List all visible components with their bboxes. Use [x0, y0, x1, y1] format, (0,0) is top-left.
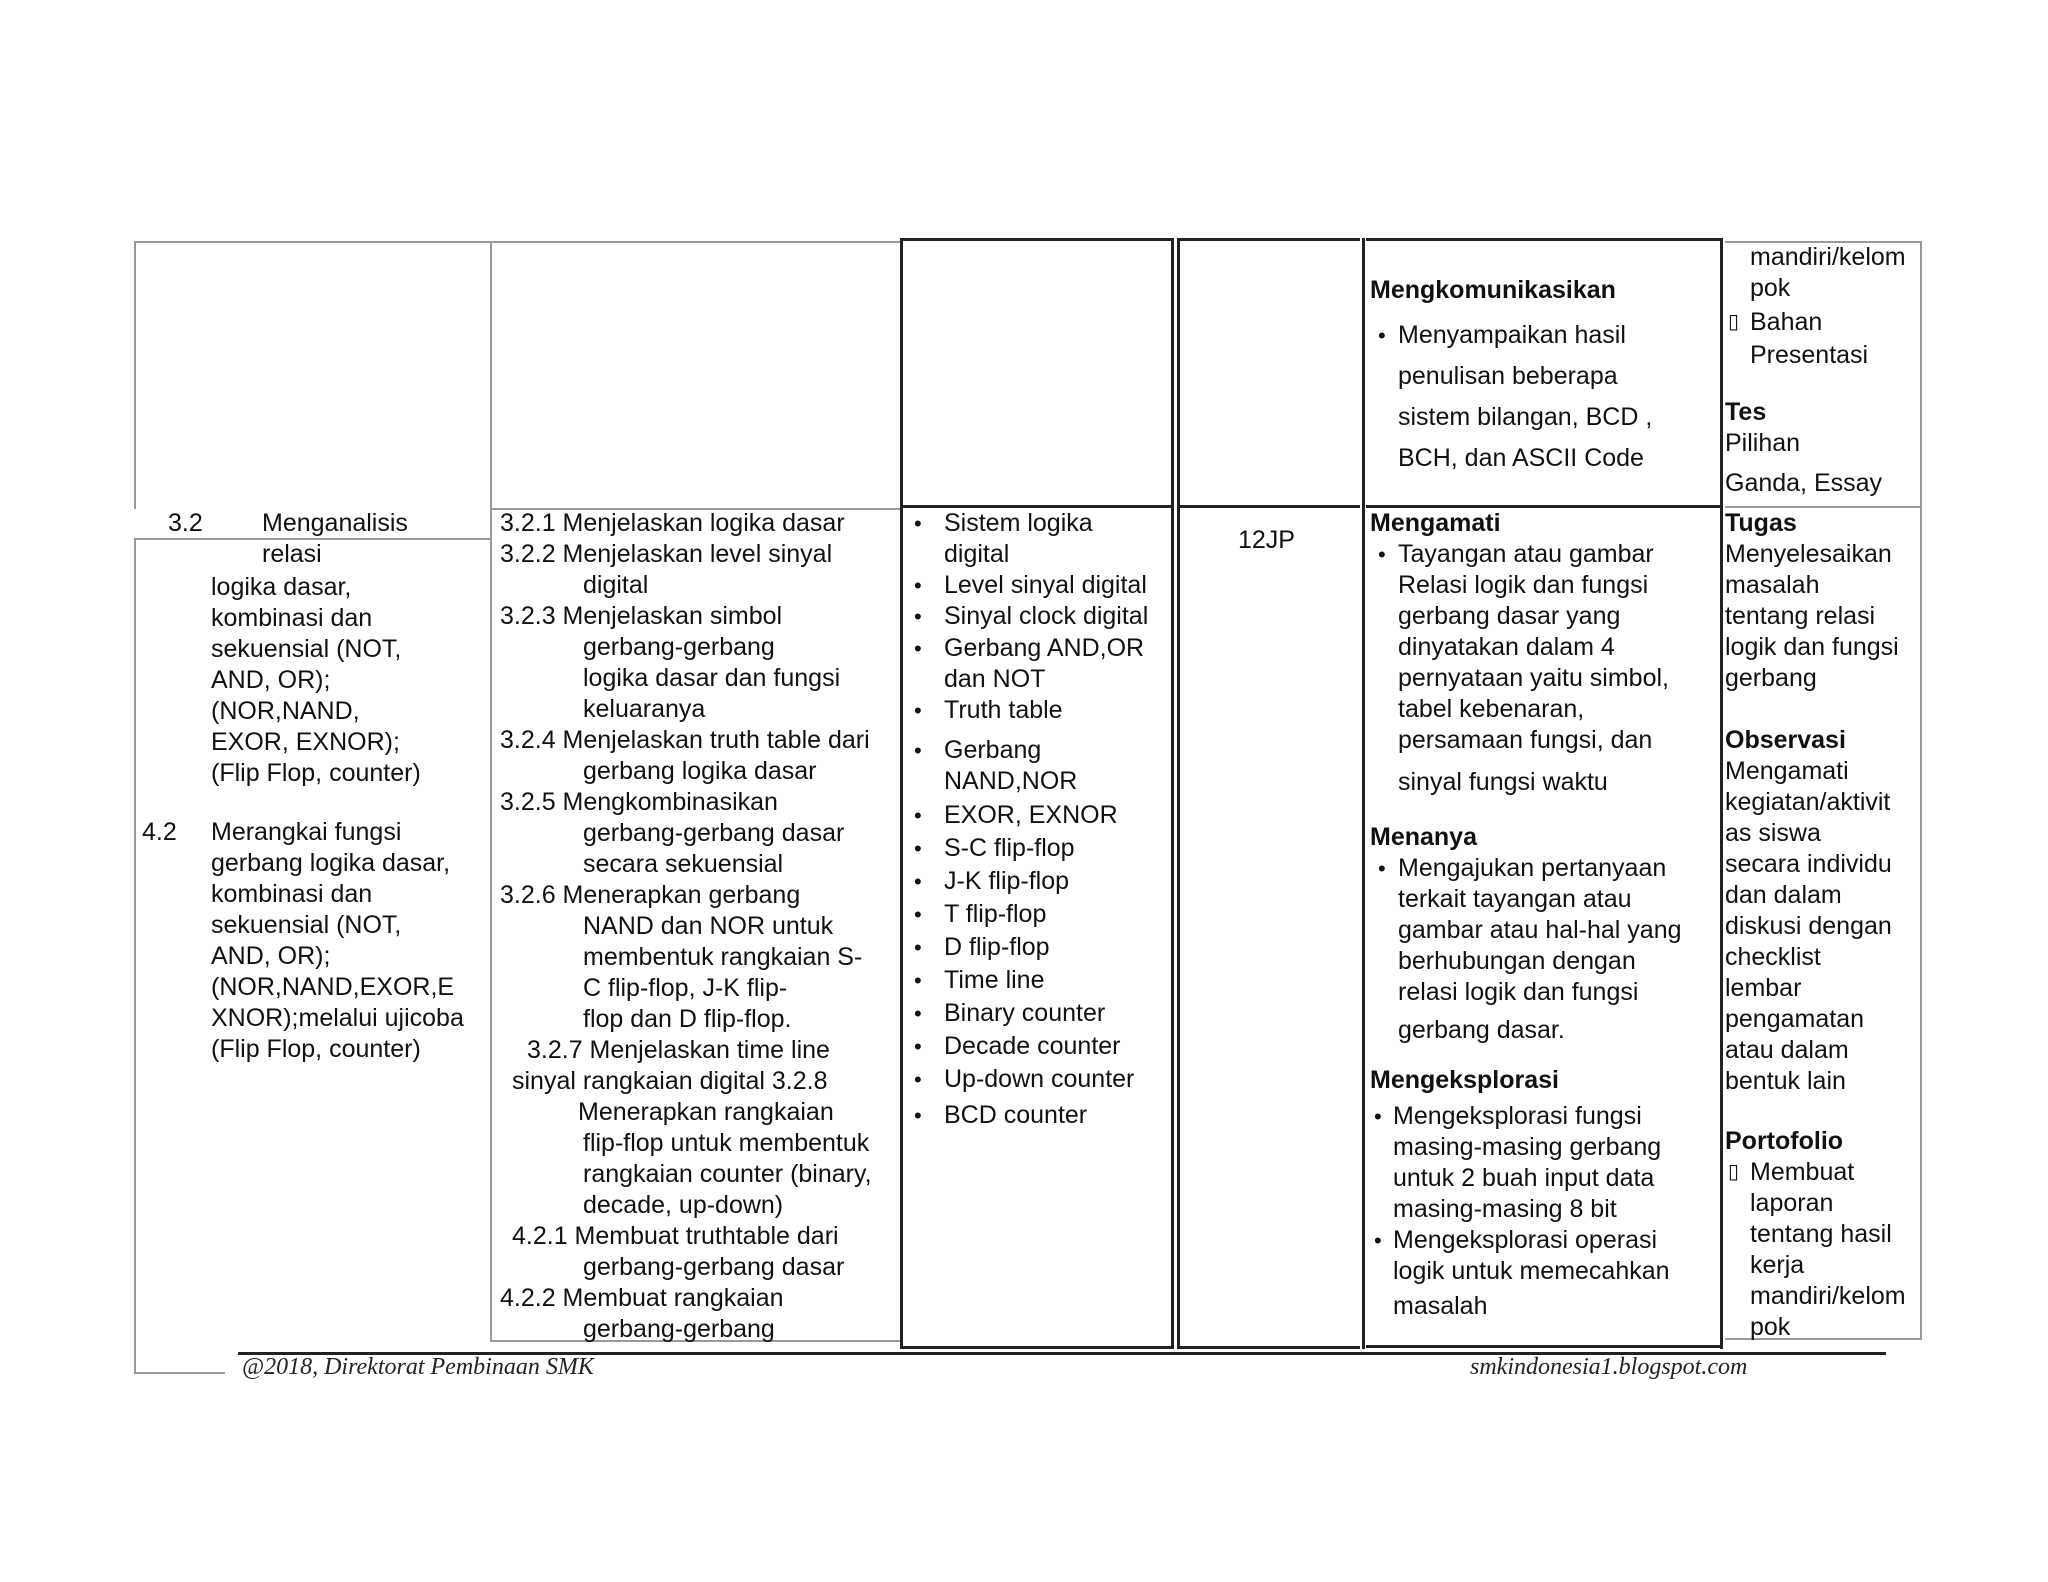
kd-line: sekuensial (NOT,	[211, 911, 402, 939]
bullet: •	[1378, 542, 1386, 567]
assessment-line: laporan	[1750, 1189, 1834, 1217]
indicator-line: 4.2.2 Membuat rangkaian	[500, 1284, 784, 1312]
material-item: Truth table	[944, 696, 1063, 724]
assessment-line: diskusi dengan	[1725, 912, 1892, 940]
activity-line: pernyataan yaitu simbol,	[1398, 664, 1669, 692]
indicator-line: 3.2.7 Menjelaskan time line	[527, 1036, 830, 1064]
assessment-line: tentang hasil	[1750, 1220, 1892, 1248]
bullet: •	[914, 636, 922, 661]
bullet: •	[1378, 323, 1386, 348]
indicator-line: 4.2.1 Membuat truthtable dari	[512, 1222, 839, 1250]
activity-line: terkait tayangan atau	[1398, 885, 1632, 913]
activity-line: berhubungan dengan	[1398, 947, 1636, 975]
assessment-line: bentuk lain	[1725, 1067, 1846, 1095]
kd-line: gerbang logika dasar,	[211, 849, 451, 877]
material-item: BCD counter	[944, 1101, 1088, 1129]
heading-mengamati: Mengamati	[1370, 509, 1501, 537]
activity-line: penulisan beberapa	[1398, 362, 1618, 390]
bullet: •	[914, 1034, 922, 1059]
material-item: Gerbang	[944, 736, 1042, 764]
indicator-line: decade, up-down)	[583, 1191, 784, 1219]
heading-menanya: Menanya	[1370, 823, 1477, 851]
activity-line: Menyampaikan hasil	[1398, 321, 1626, 349]
bullet: •	[914, 604, 922, 629]
material-item: EXOR, EXNOR	[944, 801, 1118, 829]
activity-line: masing-masing gerbang	[1393, 1133, 1662, 1161]
activity-line: masing-masing 8 bit	[1393, 1195, 1617, 1223]
kd-line: sekuensial (NOT,	[211, 635, 402, 663]
indicator-line: gerbang logika dasar	[583, 757, 817, 785]
assessment-line: pok	[1750, 274, 1791, 302]
bullet: •	[914, 1067, 922, 1092]
indicator-line: 3.2.5 Mengkombinasikan	[500, 788, 778, 816]
indicator-line: gerbang-gerbang dasar	[583, 819, 845, 847]
assessment-line: kerja	[1750, 1251, 1805, 1279]
activity-line: untuk 2 buah input data	[1393, 1164, 1655, 1192]
assessment-line: Presentasi	[1750, 341, 1869, 369]
material-item: digital	[944, 540, 1010, 568]
indicator-line: gerbang-gerbang	[583, 1315, 775, 1343]
activity-line: sinyal fungsi waktu	[1398, 768, 1608, 796]
material-item: Gerbang AND,OR	[944, 634, 1145, 662]
assessment-line: logik dan fungsi	[1725, 633, 1899, 661]
activity-line: Mengeksplorasi fungsi	[1393, 1102, 1642, 1130]
indicator-line: sinyal rangkaian digital 3.2.8	[512, 1067, 828, 1095]
bullet: •	[1374, 1228, 1382, 1253]
activity-line: relasi logik dan fungsi	[1398, 978, 1639, 1006]
indicator-line: gerbang-gerbang dasar	[583, 1253, 845, 1281]
activity-line: sistem bilangan, BCD ,	[1398, 403, 1653, 431]
indicator-line: logika dasar dan fungsi	[583, 664, 841, 692]
kd-title-line-2: relasi	[262, 540, 322, 568]
bullet: •	[914, 902, 922, 927]
time-allocation: 12JP	[1238, 526, 1295, 554]
box-bullet-icon: ▯	[1728, 1161, 1740, 1183]
kd-line: logika dasar,	[211, 573, 352, 601]
kd-line: kombinasi dan	[211, 604, 373, 632]
assessment-line: secara individu	[1725, 850, 1892, 878]
heading-mengkomunikasikan: Mengkomunikasikan	[1370, 276, 1616, 304]
footer-left: @2018, Direktorat Pembinaan SMK	[242, 1354, 594, 1380]
material-item: S-C flip-flop	[944, 834, 1075, 862]
assessment-line: kegiatan/aktivit	[1725, 788, 1891, 816]
assessment-line: lembar	[1725, 974, 1802, 1002]
heading-tes: Tes	[1725, 398, 1767, 426]
heading-portofolio: Portofolio	[1725, 1127, 1844, 1155]
assessment-line: pok	[1750, 1313, 1791, 1341]
bullet: •	[914, 1001, 922, 1026]
bullet: •	[1378, 856, 1386, 881]
heading-mengeksplorasi: Mengeksplorasi	[1370, 1066, 1559, 1094]
material-item: NAND,NOR	[944, 767, 1078, 795]
kd-line: AND, OR);	[211, 942, 331, 970]
assessment-line: pengamatan	[1725, 1005, 1865, 1033]
bullet: •	[1374, 1104, 1382, 1129]
kd-number-4-2: 4.2	[142, 818, 177, 846]
kd-line: (Flip Flop, counter)	[211, 1035, 421, 1063]
indicator-line: membentuk rangkaian S-	[583, 943, 863, 971]
kd-line: AND, OR);	[211, 666, 331, 694]
material-item: dan NOT	[944, 665, 1046, 693]
assessment-line: Menyelesaikan	[1725, 540, 1892, 568]
activity-line: Mengeksplorasi operasi	[1393, 1226, 1658, 1254]
box-bullet-icon: ▯	[1728, 311, 1740, 333]
indicator-line: flip-flop untuk membentuk	[583, 1129, 870, 1157]
kd-number-3-2: 3.2	[168, 509, 203, 537]
material-item: Binary counter	[944, 999, 1106, 1027]
bullet: •	[914, 573, 922, 598]
kd-b-title: Merangkai fungsi	[211, 818, 402, 846]
indicator-line: 3.2.1 Menjelaskan logika dasar	[500, 509, 845, 537]
bullet: •	[914, 968, 922, 993]
kd-line: EXOR, EXNOR);	[211, 728, 400, 756]
kd-line: kombinasi dan	[211, 880, 373, 908]
assessment-line: checklist	[1725, 943, 1821, 971]
indicator-line: 3.2.6 Menerapkan gerbang	[500, 881, 801, 909]
indicator-line: flop dan D flip-flop.	[583, 1005, 792, 1033]
activity-line: Relasi logik dan fungsi	[1398, 571, 1649, 599]
indicator-line: NAND dan NOR untuk	[583, 912, 834, 940]
indicator-line: 3.2.4 Menjelaskan truth table dari	[500, 726, 870, 754]
activity-line: tabel kebenaran,	[1398, 695, 1585, 723]
kd-title-line-1: Menganalisis	[262, 509, 408, 537]
assessment-line: as siswa	[1725, 819, 1821, 847]
activity-line: BCH, dan ASCII Code	[1398, 444, 1644, 472]
bullet: •	[914, 1103, 922, 1128]
assessment-line: atau dalam	[1725, 1036, 1849, 1064]
indicator-line: C flip-flop, J-K flip-	[583, 974, 788, 1002]
assessment-line: Membuat	[1750, 1158, 1855, 1186]
bullet: •	[914, 511, 922, 536]
material-item: D flip-flop	[944, 933, 1050, 961]
indicator-line: rangkaian counter (binary,	[583, 1160, 872, 1188]
assessment-line: Bahan	[1750, 308, 1823, 336]
activity-line: Tayangan atau gambar	[1398, 540, 1654, 568]
activity-line: dinyatakan dalam 4	[1398, 633, 1615, 661]
activity-line: gerbang dasar yang	[1398, 602, 1621, 630]
material-item: Up-down counter	[944, 1065, 1135, 1093]
activity-line: masalah	[1393, 1292, 1488, 1320]
kd-line: XNOR);melalui ujicoba	[211, 1004, 464, 1032]
activity-line: Mengajukan pertanyaan	[1398, 854, 1667, 882]
bullet: •	[914, 869, 922, 894]
kd-line: (Flip Flop, counter)	[211, 759, 421, 787]
assessment-line: mandiri/kelom	[1750, 1282, 1906, 1310]
bullet: •	[914, 935, 922, 960]
assessment-line: Pilihan	[1725, 429, 1801, 457]
material-item: Sistem logika	[944, 509, 1093, 537]
material-item: Decade counter	[944, 1032, 1121, 1060]
bullet: •	[914, 738, 922, 763]
material-item: Level sinyal digital	[944, 571, 1147, 599]
footer-right: smkindonesia1.blogspot.com	[1470, 1354, 1748, 1380]
indicator-line: keluaranya	[583, 695, 706, 723]
heading-observasi: Observasi	[1725, 726, 1846, 754]
heading-tugas: Tugas	[1725, 509, 1797, 537]
activity-line: gerbang dasar.	[1398, 1016, 1565, 1044]
assessment-line: dan dalam	[1725, 881, 1842, 909]
activity-line: gambar atau hal-hal yang	[1398, 916, 1682, 944]
assessment-line: tentang relasi	[1725, 602, 1876, 630]
assessment-line: Mengamati	[1725, 757, 1849, 785]
assessment-line: mandiri/kelom	[1750, 243, 1906, 271]
activity-line: logik untuk memecahkan	[1393, 1257, 1670, 1285]
indicator-line: digital	[583, 571, 649, 599]
indicator-line: Menerapkan rangkaian	[578, 1098, 834, 1126]
material-item: T flip-flop	[944, 900, 1047, 928]
assessment-line: gerbang	[1725, 664, 1817, 692]
activity-line: persamaan fungsi, dan	[1398, 726, 1653, 754]
kd-line: (NOR,NAND,	[211, 697, 360, 725]
bullet: •	[914, 698, 922, 723]
indicator-line: 3.2.2 Menjelaskan level sinyal	[500, 540, 833, 568]
material-item: Sinyal clock digital	[944, 602, 1149, 630]
material-item: Time line	[944, 966, 1045, 994]
material-item: J-K flip-flop	[944, 867, 1070, 895]
assessment-line: masalah	[1725, 571, 1820, 599]
kd-line: (NOR,NAND,EXOR,E	[211, 973, 455, 1001]
indicator-line: secara sekuensial	[583, 850, 784, 878]
indicator-line: gerbang-gerbang	[583, 633, 775, 661]
bullet: •	[914, 836, 922, 861]
bullet: •	[914, 803, 922, 828]
assessment-line: Ganda, Essay	[1725, 469, 1883, 497]
indicator-line: 3.2.3 Menjelaskan simbol	[500, 602, 783, 630]
